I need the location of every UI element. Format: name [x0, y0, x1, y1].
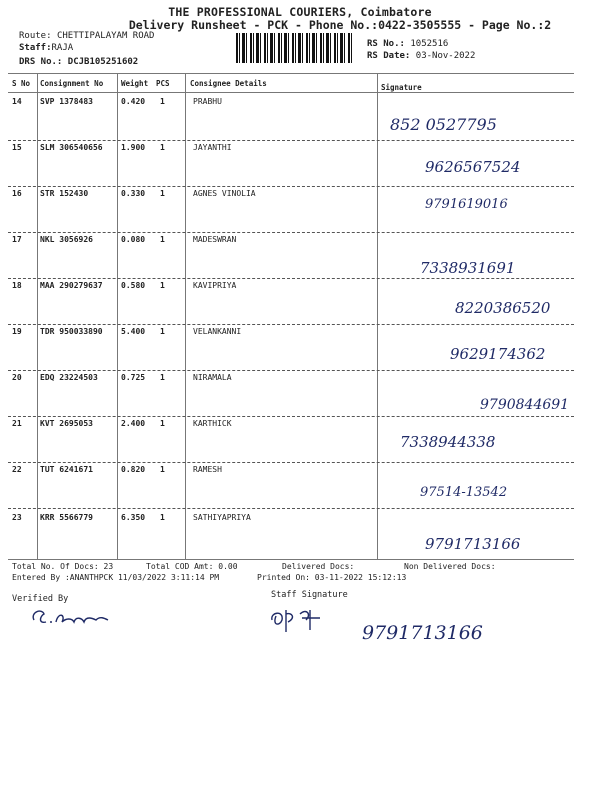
- route-row: [19, 31, 154, 41]
- staff-label: Staff:: [19, 43, 52, 53]
- row-weight: 1.900: [121, 143, 146, 152]
- rs-no-label: RS No.:: [367, 39, 405, 49]
- row-consignee: KAVIPRIYA: [193, 281, 237, 290]
- barcode: [236, 33, 354, 63]
- row-consignee: NIRAMALA: [193, 373, 232, 382]
- table-row: [0, 189, 600, 235]
- row-consignment: MAA 290279637: [40, 281, 103, 290]
- verifier-signature: [28, 604, 118, 630]
- drs-row: [19, 57, 138, 67]
- route-label: Route:: [19, 31, 52, 41]
- row-signature: 8220386520: [455, 299, 551, 317]
- printed-on: Printed On: 03-11-2022 15:12:13: [257, 573, 407, 582]
- row-sno: 23: [12, 513, 22, 522]
- table-row: [0, 281, 600, 327]
- table-row: [0, 235, 600, 281]
- row-weight: 2.400: [121, 419, 146, 428]
- row-consignment: STR 152430: [40, 189, 89, 198]
- row-sno: 20: [12, 373, 22, 382]
- row-sno: 22: [12, 465, 22, 474]
- row-weight: 0.080: [121, 235, 146, 244]
- col-header-weight: Weight: [121, 79, 149, 88]
- row-pcs: 1: [160, 419, 165, 428]
- row-consignment: SLM 306540656: [40, 143, 103, 152]
- row-weight: 0.725: [121, 373, 146, 382]
- row-pcs: 1: [160, 373, 165, 382]
- row-signature: 7338944338: [400, 433, 496, 451]
- row-weight: 0.820: [121, 465, 146, 474]
- row-pcs: 1: [160, 465, 165, 474]
- total-cod: Total COD Amt: 0.00: [146, 562, 238, 571]
- row-pcs: 1: [160, 513, 165, 522]
- row-consignment: KVT 2695053: [40, 419, 93, 428]
- staff-value: RAJA: [51, 43, 74, 53]
- row-divider: [8, 232, 574, 233]
- row-consignee: MADESWRAN: [193, 235, 237, 244]
- row-signature: 7338931691: [420, 259, 516, 277]
- row-pcs: 1: [160, 189, 165, 198]
- row-divider: [8, 324, 574, 325]
- drs-value: DCJB105251602: [67, 57, 139, 67]
- row-weight: 0.330: [121, 189, 146, 198]
- row-consignee: PRABHU: [193, 97, 222, 106]
- row-consignment: NKL 3056926: [40, 235, 93, 244]
- row-divider: [8, 508, 574, 509]
- row-pcs: 1: [160, 281, 165, 290]
- row-sno: 19: [12, 327, 22, 336]
- staff-phone: 9791713166: [362, 622, 483, 644]
- row-consignee: RAMESH: [193, 465, 222, 474]
- table-row: [0, 327, 600, 373]
- staff-signature: [266, 604, 346, 638]
- row-signature: 9791713166: [425, 535, 521, 553]
- row-pcs: 1: [160, 327, 165, 336]
- col-header-consignment: Consignment No: [40, 79, 104, 88]
- table-row: [0, 373, 600, 419]
- courier-title: THE PROFESSIONAL COURIERS, Coimbatore: [168, 5, 432, 19]
- col-header-sno: S No: [12, 79, 31, 88]
- row-weight: 0.580: [121, 281, 146, 290]
- row-consignment: SVP 1378483: [40, 97, 93, 106]
- route-value: CHETTIPALAYAM ROAD: [56, 31, 155, 41]
- row-divider: [8, 462, 574, 463]
- row-pcs: 1: [160, 235, 165, 244]
- table-header-rule: [8, 92, 574, 93]
- row-consignee: JAYANTHI: [193, 143, 232, 152]
- table-row: [0, 513, 600, 559]
- row-pcs: 1: [160, 97, 165, 106]
- row-consignee: VELANKANNI: [193, 327, 242, 336]
- row-sno: 16: [12, 189, 22, 198]
- col-header-signature: Signature: [381, 83, 422, 92]
- col-header-pcs: PCS: [156, 79, 170, 88]
- non-delivered-docs: Non Delivered Docs:: [404, 562, 496, 571]
- row-sno: 21: [12, 419, 22, 428]
- table-row: [0, 465, 600, 511]
- row-divider: [8, 186, 574, 187]
- row-divider: [8, 140, 574, 141]
- row-signature: 97514-13542: [420, 485, 508, 500]
- row-consignee: AGNES VINOLIA: [193, 189, 256, 198]
- row-sno: 17: [12, 235, 22, 244]
- rs-date-label: RS Date:: [367, 51, 411, 61]
- row-divider: [8, 416, 574, 417]
- table-row: [0, 97, 600, 143]
- rs-no-value: 1052516: [410, 39, 449, 49]
- row-consignee: SATHIYAPRIYA: [193, 513, 251, 522]
- row-signature: 9626567524: [425, 158, 521, 176]
- verified-by-label: Verified By: [12, 594, 69, 604]
- total-docs: Total No. Of Docs: 23: [12, 562, 114, 571]
- row-pcs: 1: [160, 143, 165, 152]
- row-sno: 15: [12, 143, 22, 152]
- row-signature: 9629174362: [450, 345, 546, 363]
- row-weight: 6.350: [121, 513, 146, 522]
- row-sno: 14: [12, 97, 22, 106]
- table-bottom-rule: [8, 559, 574, 560]
- row-signature: 852 0527795: [390, 115, 497, 134]
- table-top-rule: [8, 73, 574, 74]
- rs-date-row: [367, 51, 475, 61]
- staff-row: [19, 43, 73, 53]
- runsheet-subtitle: Delivery Runsheet - PCK - Phone No.:0422-3505555 - Page No.:2: [128, 18, 552, 32]
- row-consignment: KRR 5566779: [40, 513, 93, 522]
- row-divider: [8, 278, 574, 279]
- rs-date-value: 03-Nov-2022: [415, 51, 476, 61]
- staff-signature-label: Staff Signature: [271, 590, 348, 600]
- entered-by: Entered By :ANANTHPCK 11/03/2022 3:11:14 PM: [12, 573, 220, 582]
- table-row: [0, 143, 600, 189]
- drs-label: DRS No.:: [19, 57, 63, 67]
- row-consignment: TUT 6241671: [40, 465, 93, 474]
- delivered-docs: Delivered Docs:: [282, 562, 355, 571]
- row-signature: 9790844691: [480, 397, 570, 413]
- table-row: [0, 419, 600, 465]
- row-weight: 5.400: [121, 327, 146, 336]
- row-consignment: EDQ 23224503: [40, 373, 98, 382]
- rs-no-row: [367, 39, 448, 49]
- row-divider: [8, 370, 574, 371]
- row-signature: 9791619016: [425, 197, 508, 212]
- row-consignee: KARTHICK: [193, 419, 232, 428]
- row-weight: 0.420: [121, 97, 146, 106]
- row-sno: 18: [12, 281, 22, 290]
- row-consignment: TDR 950033890: [40, 327, 103, 336]
- col-header-consignee: Consignee Details: [190, 79, 267, 88]
